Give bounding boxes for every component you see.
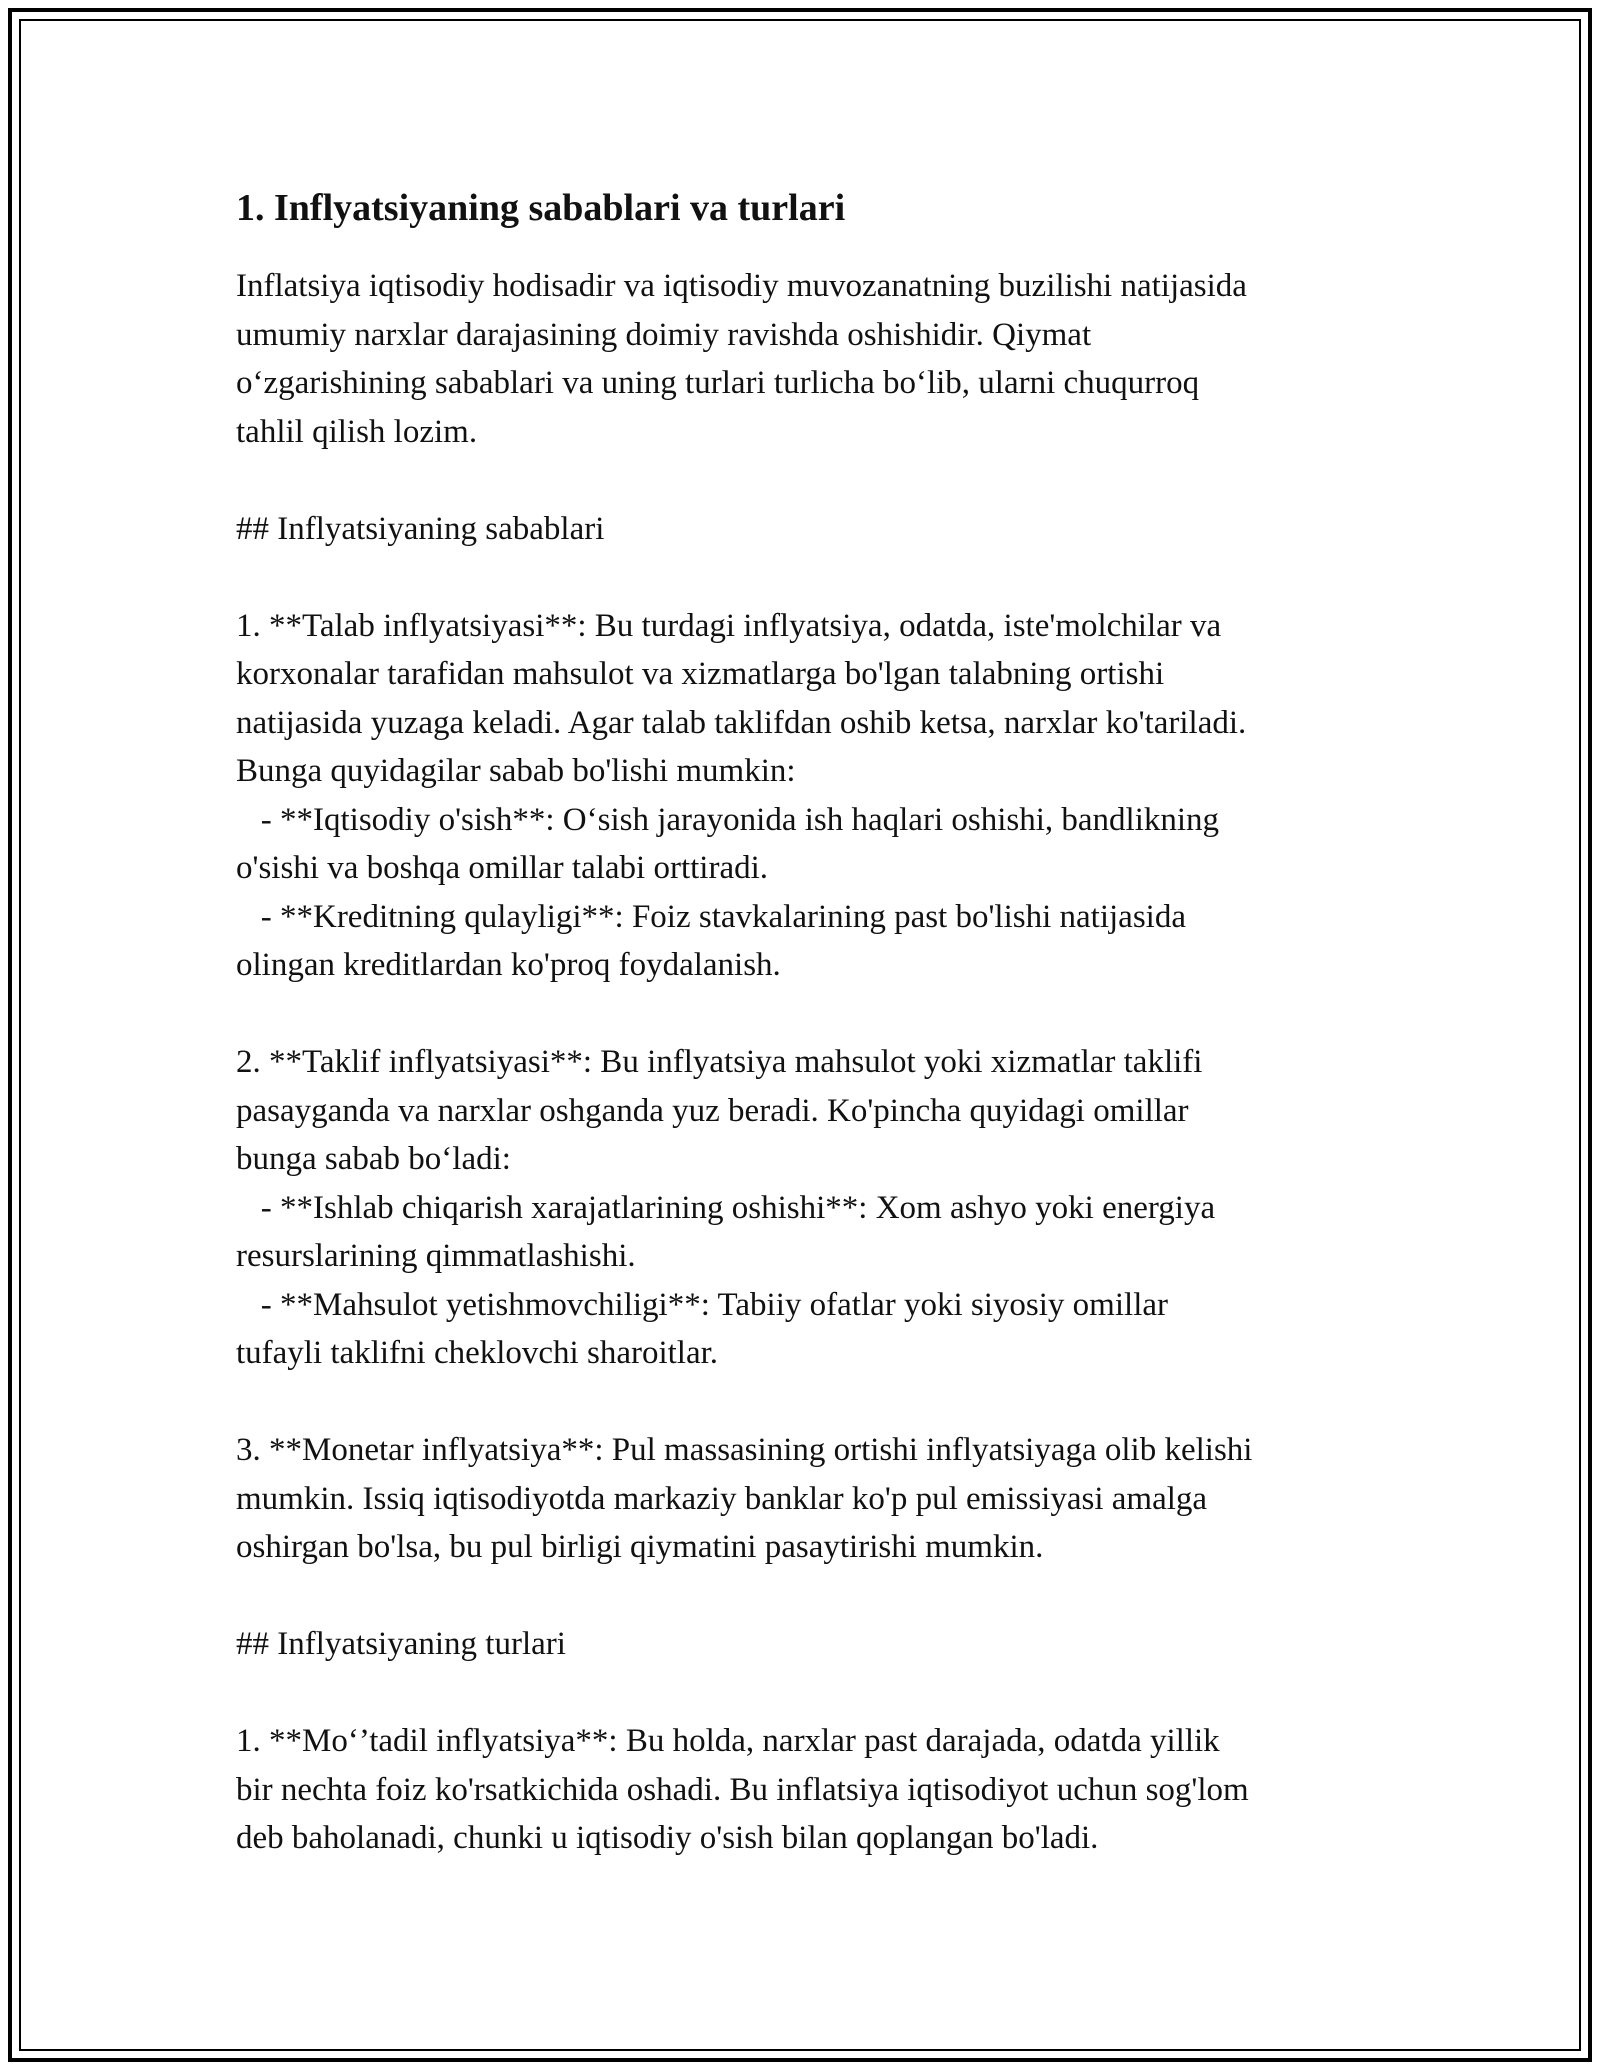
- spacer: [236, 1669, 1386, 1718]
- spacer: [236, 1572, 1386, 1621]
- intro-paragraph: Inflatsiya iqtisodiy hodisadir va iqtisodiy muvozanatning buzilishi natijasida umumiy narxlar darajasining doimiy ravishda oshishidir. Qiymat o‘zgarishining sabablari va uning turlari turlicha bo‘lib, ularni chuqurroq tahlil qilish lozim.: [236, 268, 1247, 450]
- section-heading-types: ## Inflyatsiyaning turlari: [236, 1626, 566, 1662]
- spacer: [236, 456, 1386, 505]
- list-item-moderate-inflation: 1. **Mo‘’tadil inflyatsiya**: Bu holda, narxlar past darajada, odatda yillik bir nechta foiz ko'rsatkichida oshadi. Bu inflatsiya iqtisodiyot uchun sog'lom deb baholanadi, chunki u iqtisodiy o'sish bilan qoplangan bo'ladi.: [236, 1723, 1249, 1856]
- list-item-monetary-inflation: 3. **Monetar inflyatsiya**: Pul massasining ortishi inflyatsiyaga olib kelishi mumkin. Issiq iqtisodiyotda markaziy banklar ko'p pul emissiyasi amalga oshirgan bo'lsa, bu pul birligi qiymatini pasaytirishi mumkin.: [236, 1432, 1253, 1565]
- spacer: [236, 553, 1386, 602]
- spacer: [236, 990, 1386, 1039]
- list-item-supply-inflation: 2. **Taklif inflyatsiyasi**: Bu inflyatsiya mahsulot yoki xizmatlar taklifi pasayganda va narxlar oshganda yuz beradi. Ko'pincha quyidagi omillar bunga sabab bo‘ladi: - **Ishlab chiqarish xarajatlarining oshishi**: Xom ashyo yoki energiya resurslarining qimmatlashishi. - **Mahsulot yetishmovchiligi**: Tabiiy ofatlar yoki siyosiy omillar tufayli taklifni cheklovchi sharoitlar.: [236, 1044, 1216, 1371]
- document-body: [236, 184, 1386, 1863]
- section-heading-causes: ## Inflyatsiyaning sabablari: [236, 510, 605, 547]
- document-title: 1. Inflyatsiyaning sabablari va turlari: [236, 187, 846, 229]
- spacer: [236, 1378, 1386, 1427]
- list-item-demand-inflation: 1. **Talab inflyatsiyasi**: Bu turdagi inflyatsiya, odatda, iste'molchilar va korxonalar tarafidan mahsulot va xizmatlarga bo'lgan talabning ortishi natijasida yuzaga keladi. Agar talab taklifdan oshib ketsa, narxlar ko'tariladi. Bunga quyidagilar sabab bo'lishi mumkin: - **Iqtisodiy o'sish**: O‘sish jarayonida ish haqlari oshishi, bandlikning o'sishi va boshqa omillar talabi orttiradi. - **Kreditning qulayligi**: Foiz stavkalarining past bo'lishi natijasida olingan kreditlardan ko'proq foydalanish.: [236, 607, 1247, 983]
